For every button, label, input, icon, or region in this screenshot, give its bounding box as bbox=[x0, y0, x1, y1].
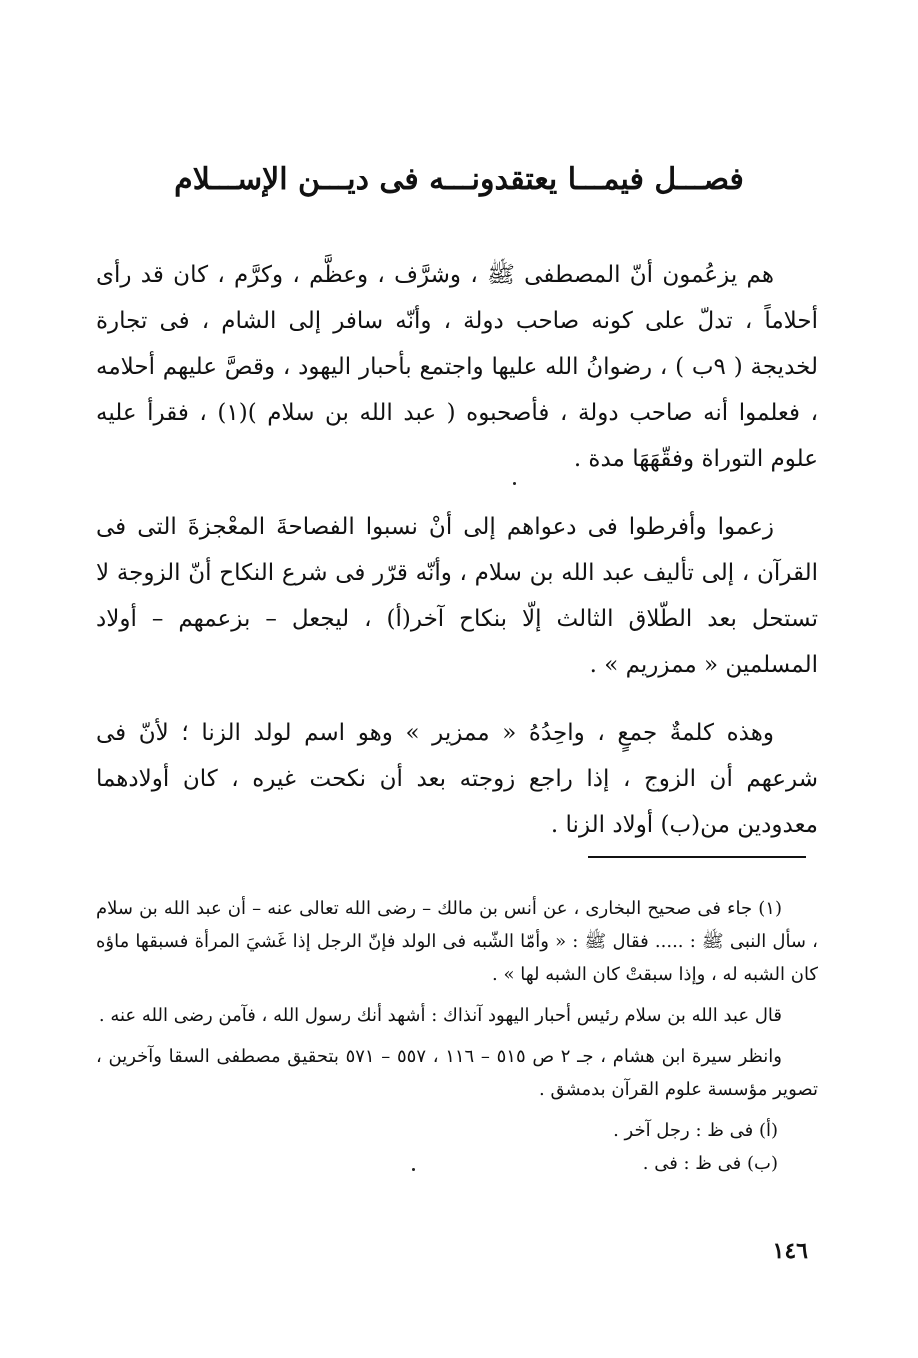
paragraph-1: هم يزعُمون أنّ المصطفى ﷺ ، وشرَّف ، وعظَّم ، وكرَّم ، كان قد رأى أحلاماً ، تدلّ على كونه صاحب دولة ، وأنّه سافر إلى الشام ، فى تجارة لخديجة ( ٩ب ) ، رضوانُ الله عليها واجتمع بأحبار اليهود ، وقصَّ عليهم أحلامه ، فعلموا أنه صاحب دولة ، فأصحبوه ( عبد الله بن سلام )(١) ، فقرأ عليه علوم التوراة وفقّهَهَا مدة . bbox=[96, 262, 818, 472]
page-number: ١٤٦ bbox=[772, 1238, 808, 1264]
paragraph-3: وهذه كلمةٌ جمعٍ ، واحِدُهُ « ممزير » وهو اسم لولد الزنا ؛ لأنّ فى شرعهم أن الزوج ، إذا راجع زوجته بعد أن نكحت غيره ، كان أولادهما معدودين من(ب) أولاد الزنا . bbox=[96, 720, 818, 838]
print-speck bbox=[412, 1168, 415, 1171]
main-text bbox=[96, 252, 818, 870]
chapter-title: فصـــل فيمـــا يعتقدونـــه فى ديـــن الإســـلام bbox=[174, 162, 744, 197]
variant-note-b: (ب) فى ظ : فى . bbox=[642, 1153, 778, 1174]
variant-note-a: (أ) فى ظ : رجل آخر . bbox=[613, 1120, 778, 1141]
footnote-1: (١) جاء فى صحيح البخارى ، عن أنس بن مالك – رضى الله تعالى عنه – أن عبد الله بن سلام ، سأل النبى ﷺ : ..... فقال ﷺ : « وأمّا الشّبه فى الولد فإنّ الرجل إذا غَشيَ المرأة فسبقها ماؤه كان الشبه له ، وإذا سبقتْ كان الشبه لها » . bbox=[96, 898, 818, 985]
footnote-separator bbox=[588, 856, 806, 858]
print-speck bbox=[513, 482, 516, 485]
paragraph-2: زعموا وأفرطوا فى دعواهم إلى أنْ نسبوا الفصاحةَ المعْجزةَ التى فى القرآن ، إلى تأليف عبد الله بن سلام ، وأنّه قرّر فى شرع النكاح أنّ الزوجة لا تستحل بعد الطّلاق الثالث إلّا بنكاح آخر(أ) ، ليجعل – بزعمهم – أولاد المسلمين « ممزريم » . bbox=[96, 514, 818, 678]
footnote-1-reference: وانظر سيرة ابن هشام ، جـ ٢ ص ٥١٥ – ١١٦ ، ٥٥٧ – ٥٧١ بتحقيق مصطفى السقا وآخرين ، تصوير مؤسسة علوم القرآن بدمشق . bbox=[96, 1046, 818, 1100]
footnote-1-continued: قال عبد الله بن سلام رئيس أحبار اليهود آنذاك : أشهد أنك رسول الله ، فآمن رضى الله عنه . bbox=[98, 1005, 782, 1026]
footnotes bbox=[96, 892, 818, 1180]
